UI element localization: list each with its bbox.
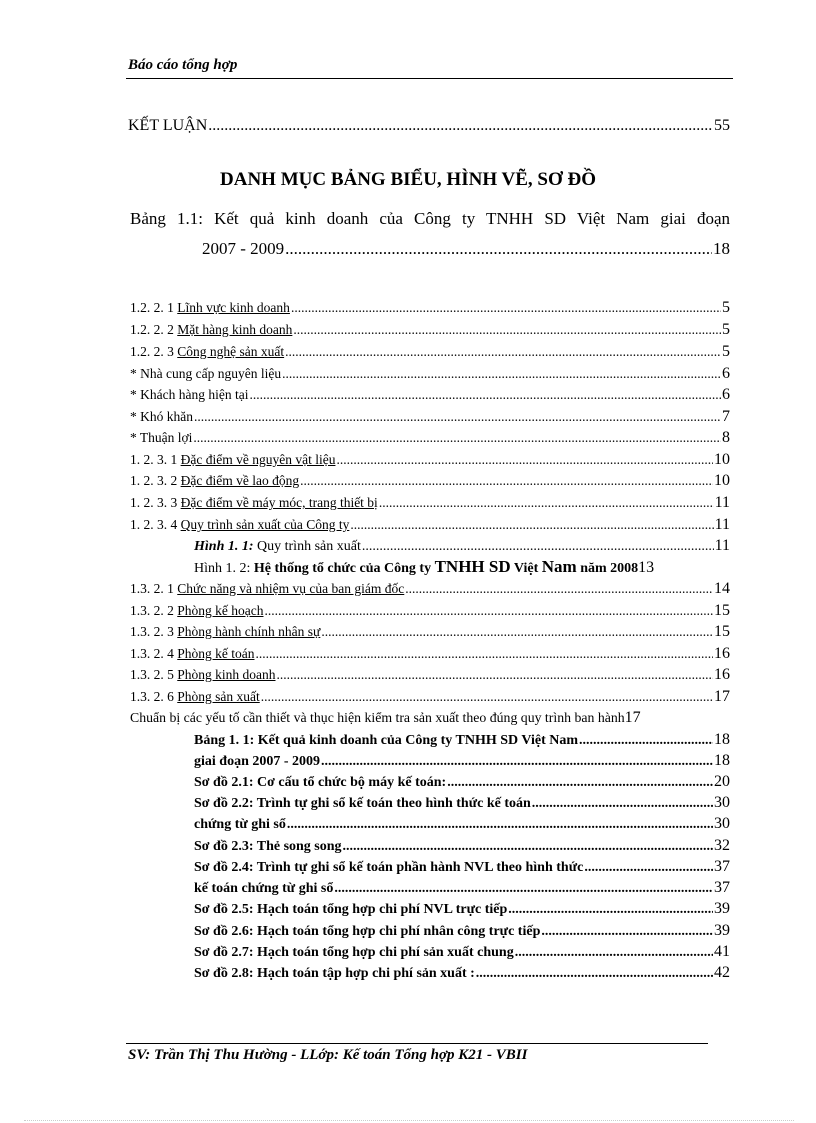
toc-label: 2007 - 2009 — [202, 239, 285, 258]
toc-number: 1. 2. 3. 3 — [130, 495, 181, 510]
toc-title: Phòng kế toán — [177, 646, 255, 661]
toc-leader — [584, 860, 713, 876]
toc-page: 5 — [722, 299, 730, 316]
toc-title: Đặc điểm về lao động — [180, 473, 300, 488]
toc-leader — [447, 775, 713, 791]
toc-title: Sơ đồ 2.8: Hạch toán tập hợp chi phí sản xuất : — [194, 966, 475, 981]
toc-entry[interactable] — [130, 451, 730, 469]
toc-diagram-entry[interactable] — [194, 815, 730, 833]
page-edge — [24, 1120, 794, 1121]
toc-title: Chuẩn bị các yếu tố cần thiết và thục hiện kiểm tra sản xuất theo đúng quy trình ban hành — [130, 710, 625, 725]
toc-page: 39 — [714, 900, 730, 917]
toc-table-entry[interactable] — [194, 731, 730, 749]
toc-leader — [343, 839, 713, 855]
toc-title: Quy trình sản xuất của Công ty — [180, 517, 350, 532]
toc-title: Chức năng và nhiệm vụ của ban giám đốc — [177, 581, 405, 596]
toc-page: 6 — [722, 365, 730, 382]
toc-page: 10 — [714, 451, 730, 468]
toc-page: 13 — [638, 559, 655, 576]
toc-page: 41 — [714, 943, 730, 960]
toc-number: 1. 2. 3. 1 — [130, 452, 181, 467]
toc-page: 17 — [714, 688, 730, 705]
toc-title: * Thuận lợi — [130, 430, 193, 445]
toc-number: 1. 2. 3. 2 — [130, 473, 181, 488]
toc-page: 11 — [714, 537, 730, 554]
toc-page: 18 — [714, 731, 730, 748]
toc-title: Sơ đồ 2.1: Cơ cấu tổ chức bộ máy kế toán: — [194, 775, 447, 790]
toc-leader — [194, 409, 721, 425]
footer-rule — [126, 1043, 708, 1044]
toc-prepare[interactable] — [130, 709, 740, 727]
toc-title: kế toán chứng từ ghi sổ — [194, 881, 334, 896]
toc-number: 1.3. 2. 2 — [130, 603, 178, 618]
toc-diagram-entry[interactable] — [194, 773, 730, 791]
toc-entry[interactable] — [130, 472, 730, 490]
toc-number: 1.2. 2. 3 — [130, 344, 178, 359]
toc-diagram-entry[interactable] — [194, 943, 730, 961]
toc-leader — [362, 539, 714, 555]
list-title: DANH MỤC BẢNG BIỂU, HÌNH VẼ, SƠ ĐỒ — [220, 169, 596, 190]
toc-title: Lĩnh vực kinh doanh — [177, 300, 290, 315]
toc-page: 18 — [713, 239, 730, 258]
toc-page: 18 — [714, 752, 730, 769]
toc-table-1-1[interactable] — [202, 239, 730, 259]
toc-diagram-entry[interactable] — [194, 879, 730, 897]
toc-page: 6 — [722, 386, 730, 403]
figure-tail: năm 2008 — [576, 561, 639, 576]
toc-leader — [208, 117, 713, 135]
toc-figure-1-1[interactable] — [194, 537, 730, 555]
toc-title: Mặt hàng kinh doanh — [177, 322, 293, 337]
toc-page: 5 — [722, 343, 730, 360]
toc-title: Phòng kinh doanh — [177, 667, 276, 682]
toc-title: Phòng hành chính nhân sự — [177, 624, 321, 639]
toc-number: 1.3. 2. 5 — [130, 667, 178, 682]
toc-page: 55 — [714, 117, 730, 134]
toc-number: 1.2. 2. 2 — [130, 322, 178, 337]
toc-page: 42 — [714, 964, 730, 981]
toc-leader — [256, 646, 714, 662]
toc-diagram-entry[interactable] — [194, 794, 730, 812]
toc-page: 17 — [624, 709, 641, 726]
header-rule — [126, 78, 733, 79]
table-1-1-line1: Bảng 1.1: Kết quả kinh doanh của Công ty TNHH SD Việt Nam giai đoạn — [130, 209, 730, 228]
toc-title: * Nhà cung cấp nguyên liệu — [130, 366, 282, 381]
toc-leader — [282, 366, 721, 382]
toc-number: 1.2. 2. 1 — [130, 300, 178, 315]
toc-number: 1.3. 2. 6 — [130, 689, 178, 704]
toc-page: 37 — [714, 858, 730, 875]
toc-leader — [541, 924, 713, 940]
toc-page: 14 — [714, 580, 730, 597]
toc-entry[interactable] — [130, 494, 730, 512]
toc-leader — [291, 300, 721, 316]
toc-entry[interactable] — [130, 343, 730, 361]
toc-leader — [579, 733, 713, 749]
toc-title: Phòng kế hoạch — [177, 603, 264, 618]
toc-entry[interactable] — [130, 386, 730, 404]
toc-title: Công nghệ sản xuất — [177, 344, 285, 359]
toc-entry[interactable] — [130, 365, 730, 383]
toc-title: * Khó khăn — [130, 409, 193, 424]
toc-leader — [405, 581, 713, 597]
footer-text: SV: Trần Thị Thu Hường - LLớp: Kế toán Tổng hợp K21 - VBII — [128, 1047, 528, 1063]
toc-number: 1.3. 2. 4 — [130, 646, 178, 661]
toc-page: 5 — [722, 321, 730, 338]
toc-leader — [300, 473, 713, 489]
toc-title: chứng từ ghi sổ — [194, 817, 286, 832]
toc-title: Đặc điểm về nguyên vật liệu — [180, 452, 336, 467]
toc-entry[interactable] — [130, 645, 730, 663]
toc-title: Sơ đồ 2.3: Thẻ song song — [194, 839, 342, 854]
toc-label: KẾT LUẬN — [128, 117, 208, 134]
toc-diagram-entry[interactable] — [194, 858, 730, 876]
toc-diagram-entry[interactable] — [194, 837, 730, 855]
toc-number: 1.3. 2. 1 — [130, 581, 178, 596]
toc-page: 37 — [714, 879, 730, 896]
toc-leader — [249, 387, 721, 403]
figure-title: Hệ thống tổ chức của Công ty — [250, 561, 435, 576]
toc-number: 1.3. 2. 3 — [130, 624, 178, 639]
toc-entry[interactable] — [130, 408, 730, 426]
toc-leader — [321, 624, 713, 640]
toc-entry[interactable] — [130, 429, 730, 447]
toc-leader — [350, 517, 713, 533]
toc-page: 16 — [714, 645, 730, 662]
toc-title: Sơ đồ 2.5: Hạch toán tổng hợp chi phí NVL trực tiếp — [194, 902, 508, 917]
toc-entry[interactable] — [130, 321, 730, 339]
toc-page: 20 — [714, 773, 730, 790]
figure-company: TNHH SD — [434, 557, 511, 576]
header-title: Báo cáo tổng hợp — [128, 57, 238, 73]
toc-title: Sơ đồ 2.6: Hạch toán tổng hợp chi phí nhân công trực tiếp — [194, 924, 541, 939]
toc-title: Bảng 1. 1: Kết quả kinh doanh của Công ty TNHH SD Việt Nam — [194, 733, 579, 748]
figure-title: Quy trình sản xuất — [253, 539, 361, 554]
toc-entry[interactable] — [130, 299, 730, 317]
toc-page: 39 — [714, 922, 730, 939]
toc-page: 15 — [714, 602, 730, 619]
toc-title: Sơ đồ 2.4: Trình tự ghi sổ kế toán phần hành NVL theo hình thức — [194, 860, 584, 875]
toc-leader — [532, 796, 713, 812]
toc-page: 16 — [714, 666, 730, 683]
toc-page: 11 — [714, 516, 730, 533]
toc-entry[interactable] — [130, 602, 730, 620]
toc-page: 10 — [714, 472, 730, 489]
toc-entry[interactable] — [130, 623, 730, 641]
toc-title: * Khách hàng hiện tại — [130, 387, 249, 402]
toc-number: 1. 2. 3. 4 — [130, 517, 181, 532]
toc-leader — [515, 945, 713, 961]
toc-leader — [264, 603, 713, 619]
toc-page: 30 — [714, 815, 730, 832]
toc-page: 11 — [714, 494, 730, 511]
toc-page: 30 — [714, 794, 730, 811]
toc-leader — [261, 689, 713, 705]
toc-page: 32 — [714, 837, 730, 854]
toc-leader — [334, 881, 713, 897]
toc-conclusion[interactable] — [128, 117, 730, 135]
toc-page: 8 — [722, 429, 730, 446]
figure-nam: Nam — [541, 557, 577, 576]
toc-leader — [193, 430, 721, 446]
toc-leader — [293, 322, 721, 338]
figure-label: Hình 1. 2: — [194, 561, 251, 576]
toc-entry[interactable] — [130, 516, 730, 534]
toc-figure-1-2[interactable] — [194, 557, 734, 577]
toc-diagram-entry[interactable] — [194, 900, 730, 918]
toc-title: Phòng sản xuất — [177, 689, 260, 704]
toc-title: Sơ đồ 2.7: Hạch toán tổng hợp chi phí sản xuất chung — [194, 945, 514, 960]
toc-diagram-entry[interactable] — [194, 964, 730, 982]
toc-page: 7 — [722, 408, 730, 425]
toc-leader — [379, 495, 714, 511]
toc-leader — [476, 966, 713, 982]
toc-diagram-entry[interactable] — [194, 922, 730, 940]
toc-title: Đặc điểm về máy móc, trang thiết bị — [180, 495, 378, 510]
toc-leader — [287, 817, 713, 833]
toc-entry[interactable] — [130, 666, 730, 684]
toc-entry[interactable] — [130, 688, 730, 706]
toc-leader — [285, 239, 712, 259]
toc-title: giai đoạn 2007 - 2009 — [194, 754, 321, 769]
figure-label: Hình 1. 1: — [194, 539, 254, 554]
toc-leader — [508, 902, 713, 918]
toc-leader — [321, 754, 713, 770]
toc-title: Sơ đồ 2.2: Trình tự ghi sổ kế toán theo hình thức kế toán — [194, 796, 531, 811]
toc-page: 15 — [714, 623, 730, 640]
toc-leader — [285, 344, 721, 360]
figure-mid: Việt — [510, 561, 542, 576]
toc-entry[interactable] — [130, 580, 730, 598]
toc-leader — [336, 452, 713, 468]
toc-table-entry[interactable] — [194, 752, 730, 770]
toc-leader — [277, 667, 713, 683]
